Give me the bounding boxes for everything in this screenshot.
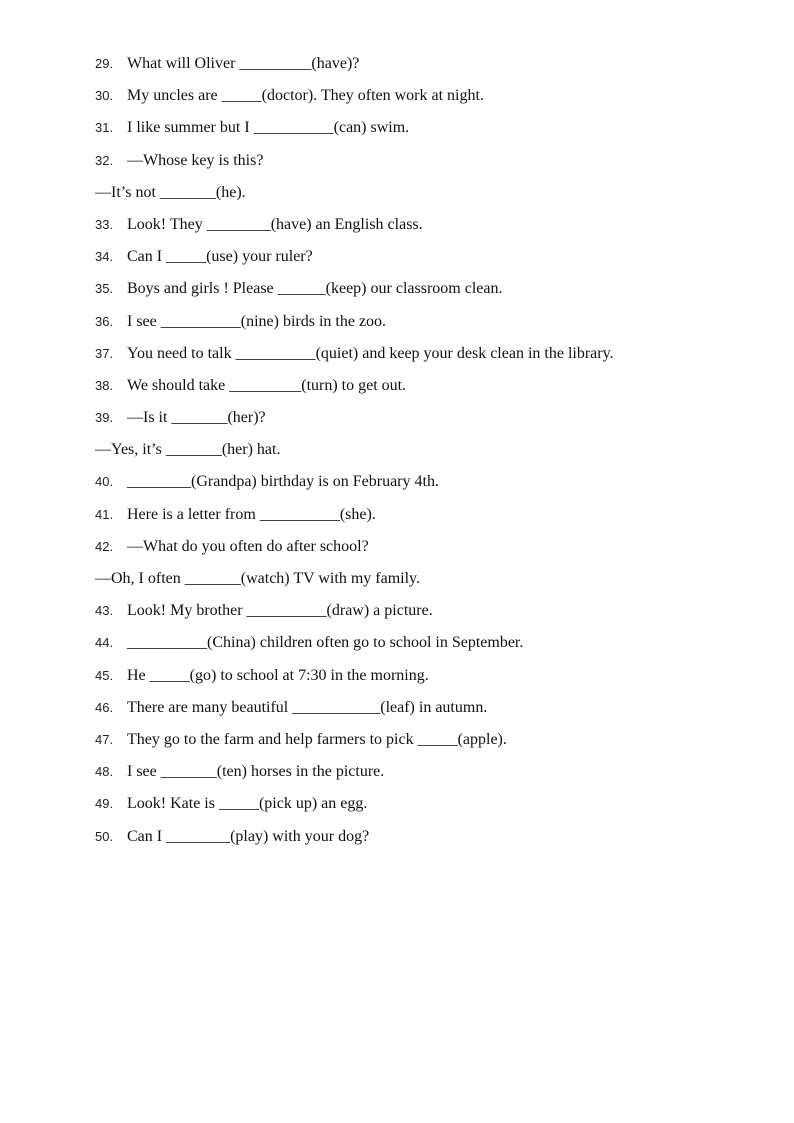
- question-number: 46.: [95, 699, 114, 715]
- question-number: 29.: [95, 56, 114, 71]
- exercise-line: [95, 631, 755, 663]
- question-text: —Whose key is this?: [127, 151, 264, 169]
- exercise-line: [95, 535, 755, 567]
- question-number: 44.: [95, 635, 114, 651]
- question-number: 36.: [95, 313, 114, 329]
- question-text: You need to talk __________(quiet) and keep your desk clean in the library.: [127, 344, 614, 362]
- exercise-line: [95, 310, 755, 342]
- exercise-line: [95, 503, 755, 535]
- question-number: 33.: [95, 216, 114, 232]
- exercise-line: [95, 406, 755, 438]
- question-text: There are many beautiful ___________(leaf) in autumn.: [127, 698, 488, 716]
- exercise-line: [95, 792, 755, 824]
- question-number: 42.: [95, 538, 114, 554]
- exercise-line: [95, 599, 755, 631]
- exercise-line: [95, 84, 755, 116]
- question-text: He _____(go) to school at 7:30 in the morning.: [127, 666, 429, 684]
- question-number: 49.: [95, 796, 114, 812]
- exercise-line: [95, 116, 755, 148]
- question-number: 39.: [95, 410, 114, 426]
- dialogue-response-line: [95, 567, 755, 599]
- exercise-line: [95, 825, 755, 857]
- question-text: I see __________(nine) birds in the zoo.: [127, 312, 387, 330]
- question-text: Look! Kate is _____(pick up) an egg.: [127, 795, 368, 813]
- exercise-line: [95, 277, 755, 309]
- dialogue-response-line: [95, 438, 755, 470]
- question-number: 38.: [95, 377, 114, 393]
- exercise-line: [95, 696, 755, 728]
- exercise-line: [95, 245, 755, 277]
- question-number: 40.: [95, 474, 114, 490]
- exercise-line: [95, 52, 755, 84]
- question-text: I like summer but I __________(can) swim.: [127, 119, 410, 137]
- question-text: Can I ________(play) with your dog?: [127, 827, 370, 845]
- exercise-line: [95, 342, 755, 374]
- question-text: Here is a letter from __________(she).: [127, 505, 376, 523]
- question-number: 31.: [95, 120, 114, 136]
- question-text: They go to the farm and help farmers to pick _____(apple).: [127, 730, 507, 748]
- question-number: 43.: [95, 603, 114, 619]
- question-text: ________(Grandpa) birthday is on February 4th.: [127, 473, 439, 491]
- question-number: 48.: [95, 764, 114, 780]
- question-number: 45.: [95, 667, 114, 683]
- exercise-line: [95, 728, 755, 760]
- dialogue-response-line: [95, 181, 755, 213]
- question-number: 37.: [95, 345, 114, 361]
- question-number: 35.: [95, 281, 114, 297]
- question-text: Can I _____(use) your ruler?: [127, 248, 313, 266]
- exercise-line: [95, 664, 755, 696]
- question-text: __________(China) children often go to school in September.: [127, 634, 524, 652]
- question-number: 30.: [95, 88, 114, 104]
- question-text: What will Oliver _________(have)?: [127, 55, 360, 72]
- question-text: My uncles are _____(doctor). They often work at night.: [127, 87, 484, 105]
- exercise-line: [95, 470, 755, 502]
- question-text: We should take _________(turn) to get out.: [127, 376, 407, 394]
- response-text: —Yes, it’s _______(her) hat.: [95, 441, 281, 459]
- question-number: 32.: [95, 152, 114, 168]
- question-text: —Is it _______(her)?: [127, 409, 266, 427]
- exercise-line: [95, 149, 755, 181]
- response-text: —Oh, I often _______(watch) TV with my family.: [95, 570, 420, 587]
- exercise-line: [95, 213, 755, 245]
- question-number: 41.: [95, 506, 114, 522]
- question-text: I see _______(ten) horses in the picture.: [127, 763, 385, 781]
- exercise-line: [95, 374, 755, 406]
- exercise-line: [95, 760, 755, 792]
- question-text: —What do you often do after school?: [127, 537, 369, 555]
- response-text: —It’s not _______(he).: [95, 183, 246, 201]
- question-text: Look! My brother __________(draw) a picture.: [127, 602, 433, 620]
- question-number: 50.: [95, 828, 114, 844]
- question-number: 47.: [95, 731, 114, 747]
- question-text: Look! They ________(have) an English class.: [127, 215, 423, 233]
- question-number: 34.: [95, 249, 114, 265]
- exercise-list: [95, 52, 755, 857]
- question-text: Boys and girls ! Please ______(keep) our classroom clean.: [127, 280, 503, 298]
